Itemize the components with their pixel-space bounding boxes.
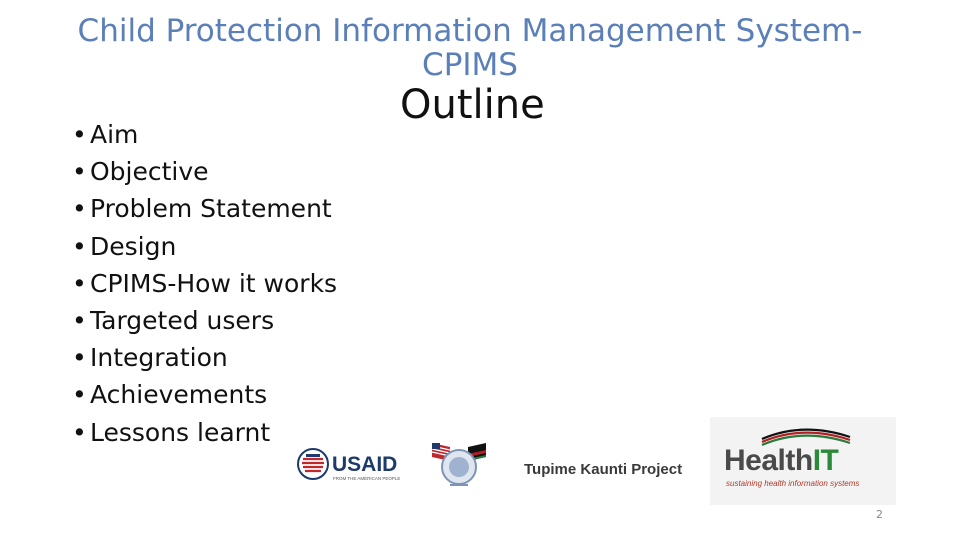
- healthit-swoosh-icon: [710, 417, 896, 447]
- bullet-text: Aim: [90, 120, 139, 149]
- healthit-logo: [710, 417, 896, 505]
- bullet-icon: •: [72, 417, 87, 447]
- usaid-tagline: FROM THE AMERICAN PEOPLE: [333, 476, 400, 481]
- bullet-item: [72, 116, 337, 153]
- bullet-item: [72, 190, 337, 227]
- bullet-text: CPIMS-How it works: [90, 268, 338, 298]
- bullet-icon: •: [72, 120, 87, 149]
- outline-bullet-list: [72, 116, 337, 451]
- bullet-icon: •: [72, 231, 87, 261]
- healthit-wordmark-health: Health: [724, 444, 813, 477]
- bullet-text: Lessons learnt: [90, 417, 271, 447]
- bullet-item: [72, 153, 337, 190]
- healthit-wordmark-it: IT: [812, 444, 839, 477]
- bullet-icon: •: [72, 268, 87, 298]
- healthit-tagline: sustaining health information systems: [726, 479, 860, 488]
- bullet-text: Achievements: [90, 380, 268, 410]
- bullet-icon: •: [72, 380, 87, 410]
- government-seal-logo: [430, 437, 488, 493]
- bullet-item: [72, 265, 337, 302]
- slide-header-title: Child Protection Information Management System-CPIMS: [77, 13, 863, 83]
- tupime-kaunti-logo: Tupime Kaunti Project: [524, 461, 683, 478]
- bullet-item: [72, 376, 337, 413]
- usaid-wordmark: USAID: [332, 453, 398, 476]
- bullet-text: Integration: [90, 343, 228, 373]
- bullet-item: [72, 228, 337, 265]
- bullet-item: [72, 302, 337, 339]
- page-number: 2: [876, 508, 883, 521]
- bullet-icon: •: [72, 194, 87, 224]
- bullet-text: Targeted users: [90, 306, 275, 336]
- bullet-text: Problem Statement: [90, 194, 332, 224]
- bullet-item: [72, 339, 337, 376]
- bullet-icon: •: [72, 157, 87, 187]
- bullet-icon: •: [72, 343, 87, 373]
- bullet-text: Objective: [90, 157, 209, 187]
- bullet-icon: •: [72, 306, 87, 336]
- outline-title: Outline: [400, 82, 545, 128]
- usaid-logo: [296, 445, 400, 485]
- partner-logos: [296, 415, 896, 505]
- healthit-wordmark: [724, 444, 838, 478]
- bullet-text: Design: [90, 231, 177, 261]
